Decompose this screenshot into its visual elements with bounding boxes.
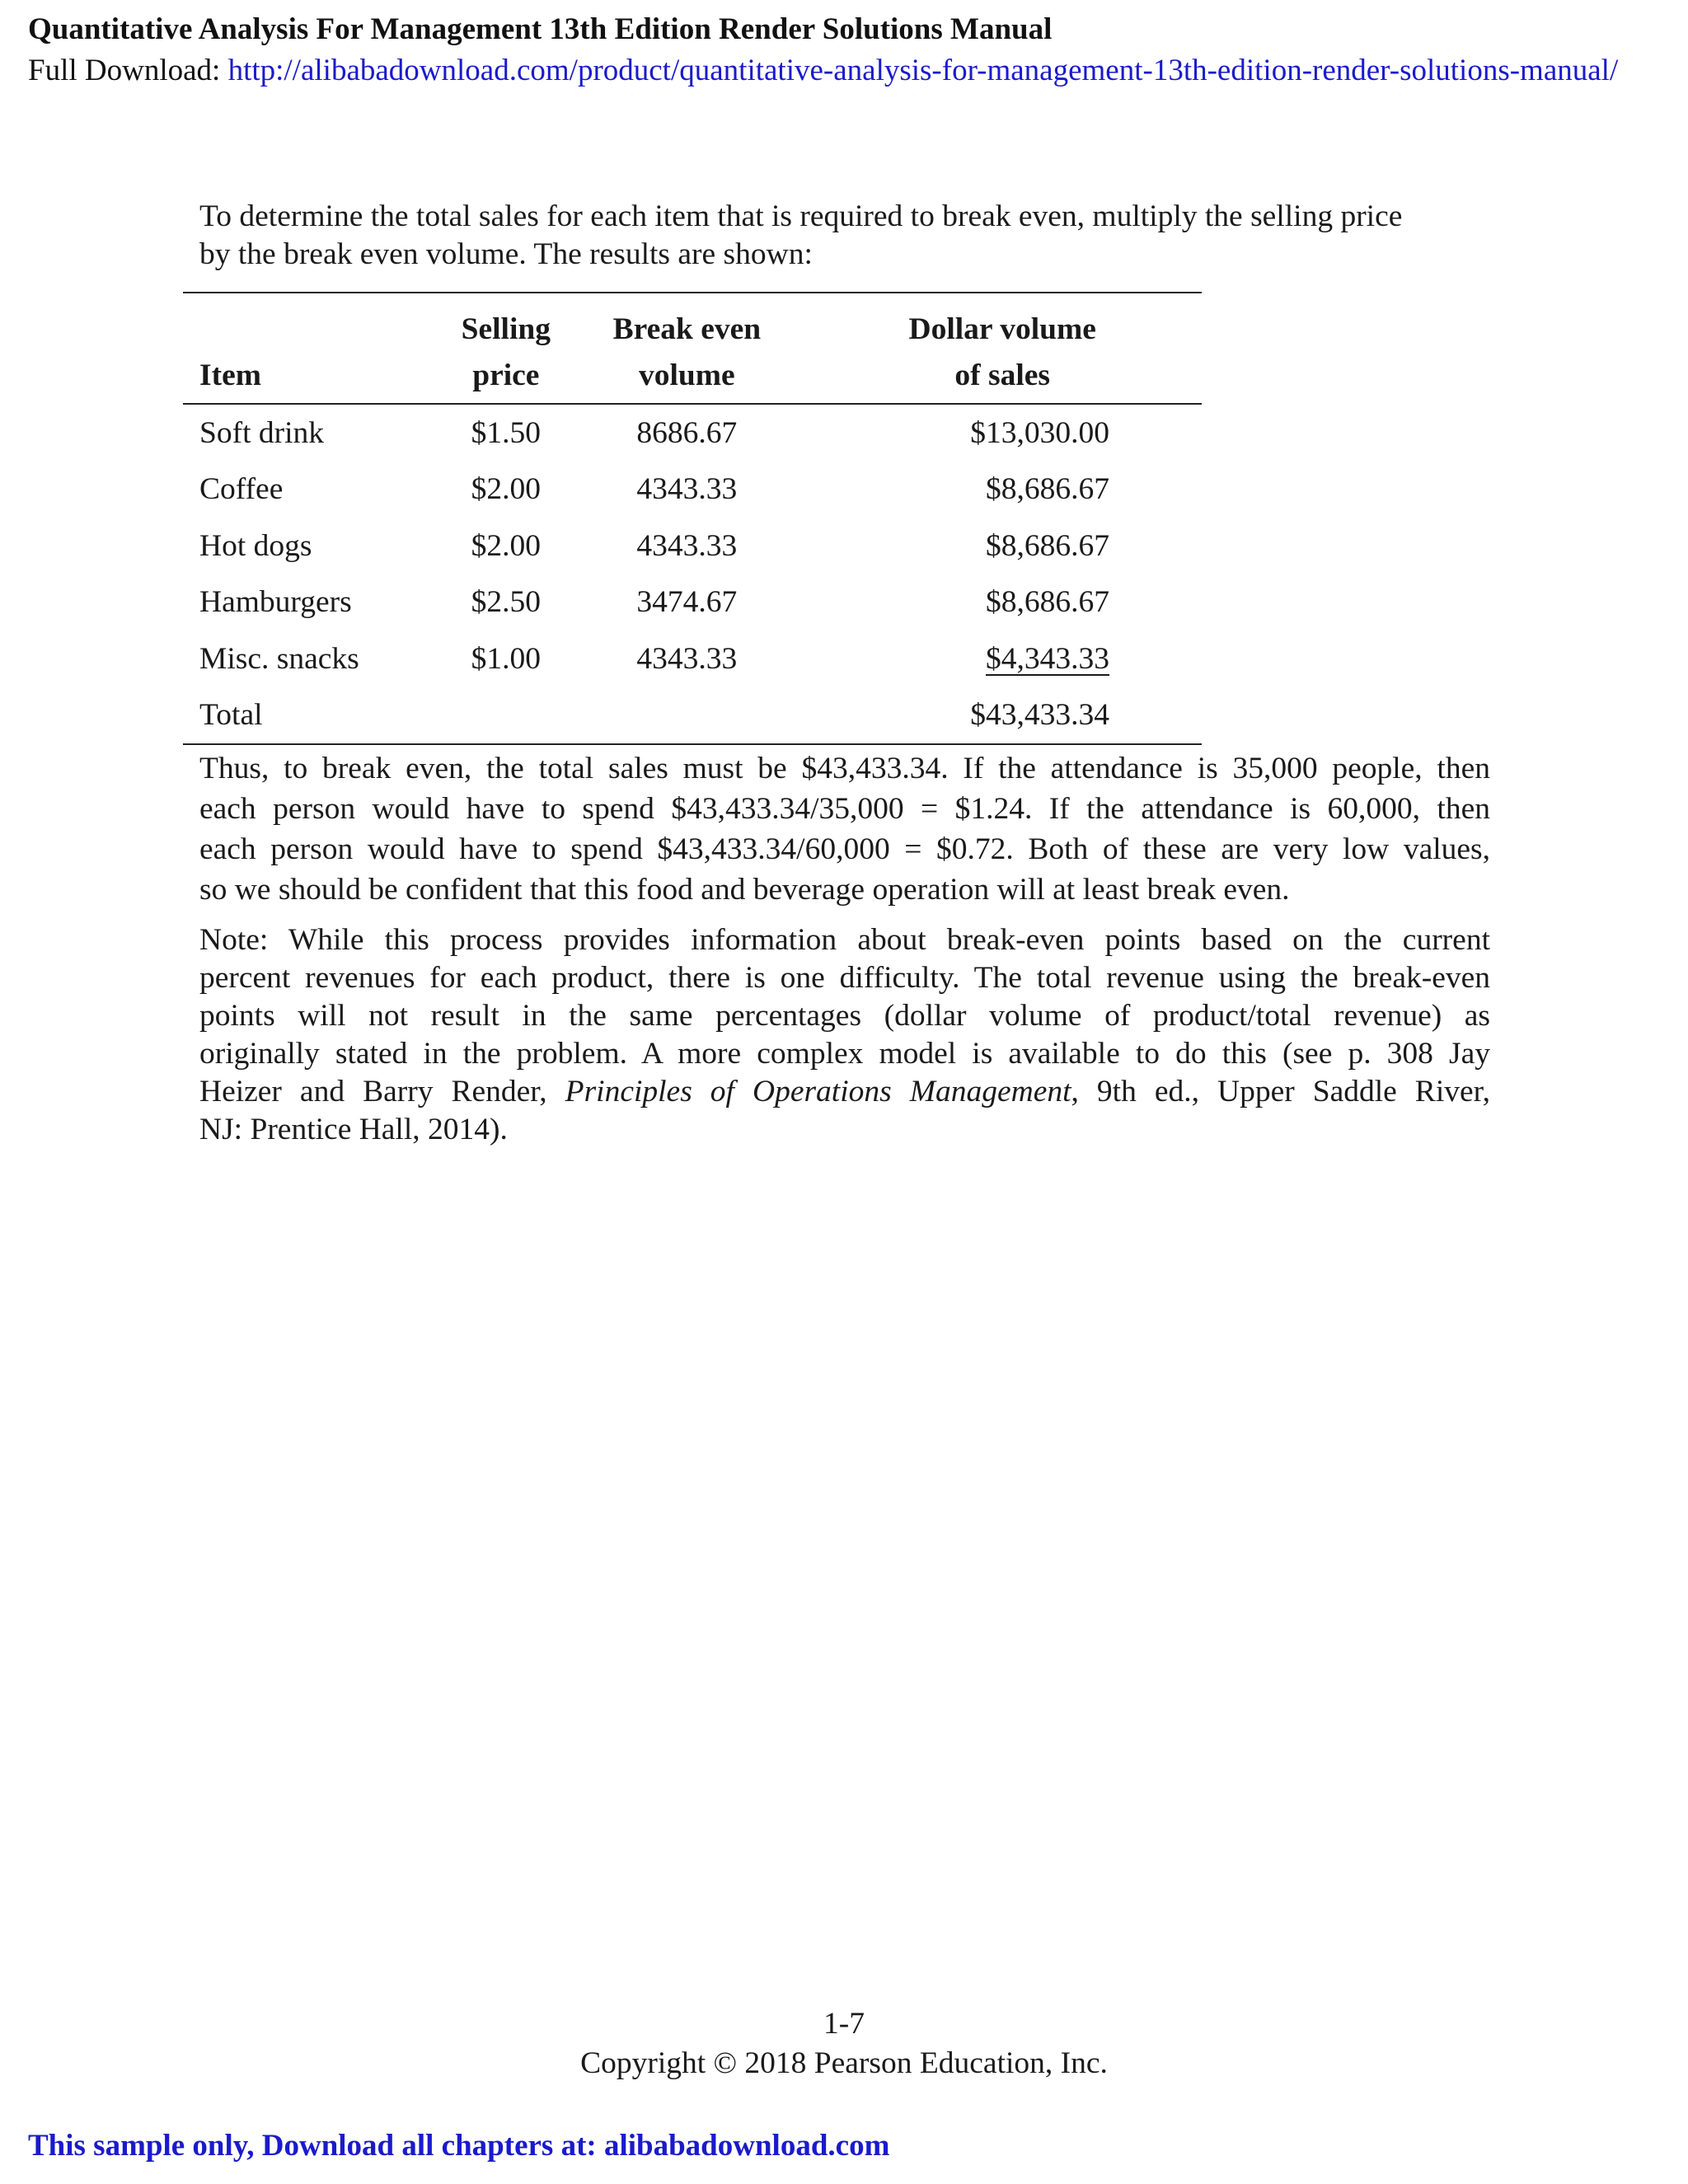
volume-cell: 8686.67 [636,415,738,450]
book-title: Principles of Operations Management [565,1075,1071,1108]
volume-cell: 4343.33 [636,528,738,563]
item-cell: Hamburgers [199,585,352,620]
price-cell [440,687,571,745]
item-cell: Hot dogs [199,528,312,563]
header-cell: Break even [571,293,802,347]
price-cell: $2.00 [471,472,542,507]
header-cell: Item [183,347,440,404]
paragraph-line: originally stated in the problem. A more complex model is available to do this (see p. 308 Jay [199,1037,1490,1071]
document-header-title: Quantitative Analysis For Management 13th Edition Render Solutions Manual [28,12,1053,46]
table-row [183,574,1202,631]
sales-cell: $13,030.00 [970,415,1109,450]
table-row [183,404,1202,462]
paragraph-line [199,1073,1490,1111]
header-cell: Dollar volume [802,293,1202,347]
price-cell: $2.50 [471,585,542,620]
table-header-row [183,293,1202,347]
paragraph-line: each person would have to spend $43,433.34/35,000 = $1.24. If the attendance is 60,000, then [199,792,1490,826]
intro-line: by the break even volume. The results are shown: [199,237,813,271]
table-row [183,518,1202,574]
price-cell: $1.50 [471,415,542,450]
download-line [28,53,1618,88]
page-number: 1-7 [823,2007,865,2041]
table-total-row [183,687,1202,745]
price-cell: $1.00 [471,641,542,676]
total-sales-cell: $43,433.34 [802,687,1202,745]
sales-cell [802,630,1202,687]
intro-paragraph [199,198,1490,274]
header-cell [183,293,440,347]
copyright-notice: Copyright © 2018 Pearson Education, Inc. [580,2046,1108,2080]
subtotal-underlined-value: $4,343.33 [986,641,1109,676]
paragraph-line: percent revenues for each product, there is one difficulty. The total revenue using the break-even [199,961,1490,995]
paragraph-line: Thus, to break even, the total sales must be $43,433.34. If the attendance is 35,000 people, then [199,752,1490,785]
paragraph-line: points will not result in the same percentages (dollar volume of product/total revenue) as [199,999,1490,1033]
table-row [183,462,1202,518]
header-cell: volume [571,347,802,404]
total-label-cell: Total [183,687,440,745]
header-cell: Selling [440,293,571,347]
item-cell: Soft drink [199,415,325,450]
paragraph-line: Note: While this process provides information about break-even points based on the current [199,923,1490,957]
volume-cell: 3474.67 [636,585,738,620]
price-cell: $2.00 [471,528,542,563]
volume-cell: 4343.33 [636,472,738,507]
item-cell: Misc. snacks [199,641,359,676]
table-row [183,630,1202,687]
volume-cell [571,687,802,745]
item-cell: Coffee [199,472,284,507]
sales-cell: $8,686.67 [986,585,1109,620]
sales-cell: $8,686.67 [986,472,1109,507]
volume-cell: 4343.33 [636,641,738,676]
break-even-table-container [183,292,1202,745]
paragraph-line: NJ: Prentice Hall, 2014). [199,1113,508,1146]
break-even-table [183,292,1202,745]
download-link[interactable]: http://alibabadownload.com/product/quantitative-analysis-for-management-13th-edition-render-solutions-manual/ [227,54,1619,87]
paragraph-line: so we should be confident that this food and beverage operation will at least break even. [199,873,1290,907]
note-paragraph [199,921,1490,1149]
header-cell: price [440,347,571,404]
citation-authors: Heizer and Barry Render, [199,1075,565,1108]
table-header-row [183,347,1202,404]
paragraph-line: each person would have to spend $43,433.34/60,000 = $0.72. Both of these are very low values, [199,832,1490,866]
download-label: Full Download: [28,54,228,87]
conclusion-paragraph [199,748,1490,910]
citation-edition: , 9th ed., Upper Saddle River, [1071,1075,1490,1108]
sales-cell: $8,686.67 [986,528,1109,563]
intro-line: To determine the total sales for each item that is required to break even, multiply the selling price [199,199,1403,233]
download-banner[interactable]: This sample only, Download all chapters at: alibabadownload.com [28,2129,890,2163]
header-cell: of sales [802,347,1202,404]
